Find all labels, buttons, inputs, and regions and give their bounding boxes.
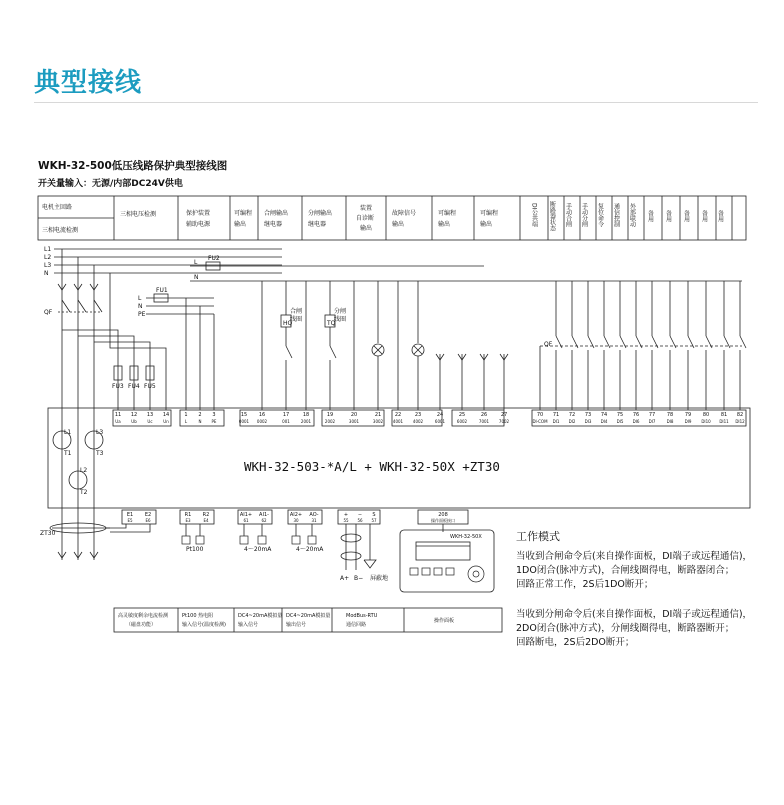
terminal-top-signal: Uc [147,419,153,424]
ai2-range-label: 4～20mA [296,546,324,553]
ct-t3-label: T3 [96,450,104,457]
terminal-top-number: 18 [302,412,310,418]
terminal-top-number: 73 [584,412,592,418]
terminal-top-number: 11 [114,412,122,418]
terminal-top-signal: Ua [115,419,121,424]
hdr-close-relay-2: 继电器 [264,221,283,228]
terminal-top-number: 26 [480,412,488,418]
terminal-bottom-number: S [372,512,376,518]
terminal-bottom-number: R1 [184,512,192,518]
terminal-top-number: 78 [666,412,674,418]
terminal-top-number: 17 [282,412,290,418]
hdr-vcol-spare-2: 备用 [664,210,672,222]
terminal-bottom-signal: 56 [357,518,363,523]
bus-l3-label: L3 [44,262,52,269]
pt100-sensor-terminal [196,536,204,544]
hdr-protect-power-2: 辅助电源 [186,221,211,228]
terminal-top-number: 1 [184,412,188,418]
hdr-fault-sig-1: 故障信号 [392,210,417,217]
terminal-top-signal: 2002 [324,419,336,424]
terminal-top-number: 20 [350,412,358,418]
notes-close-1: 当收到合闸命令后(来自操作面板，DI端子或远程通信)， [516,551,753,562]
terminal-top-signal: DI3 [584,419,592,424]
panel-model-label: WKH-32-50X [450,534,482,540]
terminal-top-signal: DI-COM [532,419,548,424]
terminal-bottom-number: AO- [309,512,319,518]
terminal-top-number: 14 [162,412,170,418]
terminal-top-signal: DI2 [568,419,576,424]
terminal-bottom-signal: 61 [243,518,249,523]
terminal-top-number: 25 [458,412,466,418]
hdr-vcol-external-link: 外部联动 [628,203,636,227]
hdr-vcol-breaker-state: 断路器状态 [548,201,556,231]
hdr-prog-out-c-1: 可编程 [480,210,499,217]
terminal-top-number: 74 [600,412,608,418]
bottom-label-ao-2: 输出信号 [286,622,307,628]
bottom-label-modbus-2: 通信回路 [346,622,367,628]
terminal-top-number: 80 [702,412,710,418]
terminal-bottom-number: − [357,512,363,518]
rs485-a-label: A+ [340,575,350,582]
terminal-top-number: 77 [648,412,656,418]
ai2-sensor-terminal [308,536,316,544]
terminal-top-number: 76 [632,412,640,418]
terminal-top-signal: N [198,419,202,424]
close-coil-label-2: 线圈 [290,316,303,323]
terminal-top-signal: DI12 [735,419,745,424]
hdr-open-relay-2: 继电器 [308,221,327,228]
terminal-top-number: 15 [240,412,248,418]
hdr-prog-out-b-2: 输出 [438,221,451,228]
terminal-top-number: 79 [684,412,692,418]
terminal-top-number: 71 [552,412,560,418]
hdr-three-phase-voltage: 三相电压检测 [120,211,157,218]
terminal-top-number: 12 [130,412,138,418]
hdr-vcol-reset: 复位命令 [596,203,604,227]
ai1-sensor-terminal [240,536,248,544]
zt30-label: ZT30 [40,530,56,537]
terminal-top-number: 75 [616,412,624,418]
terminal-top-signal: 3002 [372,419,384,424]
fuse-fu2-label: FU2 [208,255,220,262]
rs485-b-label: B− [354,575,364,582]
hdr-self-diag-1: 装置 [360,205,373,212]
ct-l2-label: L2 [80,467,88,474]
terminal-top-number: 81 [720,412,728,418]
terminal-bottom-number: E1 [126,512,134,518]
hdr-prog-out-b-1: 可编程 [438,210,457,217]
diagram-subtitle: 开关量输入：无源/内部DC24V供电 [38,179,183,189]
terminal-bottom-signal: 31 [311,518,317,523]
terminal-top-number: 3 [212,412,216,418]
terminal-top-signal: 7001 [478,419,490,424]
bottom-label-panel: 操作面板 [434,618,455,624]
terminal-top-number: 72 [568,412,576,418]
ai1-range-label: 4～20mA [244,546,272,553]
hdr-self-diag-2: 自诊断 [356,215,375,222]
terminal-top-number: 23 [414,412,422,418]
terminal-bottom-number: + [343,512,349,518]
notes-heading: 工作模式 [516,530,560,543]
open-coil-label-2: 线圈 [334,316,347,323]
terminal-top-signal: 6002 [456,419,468,424]
working-mode-notes [516,530,778,650]
terminal-top-signal: Ub [131,419,137,424]
terminal-bottom-number: E2 [144,512,152,518]
terminal-bottom-signal: 操作面板接口 [431,518,455,523]
fuse-fu5-label: FU5 [144,383,156,390]
bottom-label-ao-1: DC4~20mA模拟量 [286,613,331,619]
terminal-top-signal: 4002 [412,419,424,424]
terminal-top-signal: Un [163,419,169,424]
hdr-protect-power-1: 保护装置 [186,210,211,217]
terminal-bottom-number: AI2+ [289,512,303,518]
bus-l2-label: L2 [44,254,52,261]
diagram-title: WKH-32-500低压线路保护典型接线图 [38,160,228,172]
bottom-label-rcd-1: 高灵敏度剩余电流检测 [118,613,169,619]
terminal-top-signal: 0002 [256,419,268,424]
bus-l1-label: L1 [44,246,52,253]
terminal-top-number: 70 [536,412,544,418]
ct-t1-label: T1 [64,450,72,457]
fuse-fu1-label: FU1 [156,287,168,294]
hdr-vcol-di-common: DI公共端 [530,203,538,228]
bottom-label-ai-1: DC4~20mA模拟量 [238,613,283,619]
fuse-fu4-label: FU4 [128,383,140,390]
tq-label: TQ [327,320,336,327]
terminal-bottom-signal: E5 [127,518,133,523]
fuse-fu3-label: FU3 [112,383,124,390]
hdr-vcol-spare-4: 备用 [700,210,708,222]
device-model-label: WKH-32-503-*A/L + WKH-32-50X +ZT30 [244,459,500,474]
bottom-label-modbus-1: ModBus-RTU [346,613,378,619]
terminal-bottom-signal: E3 [185,518,191,523]
panel-display [416,542,470,560]
panel-button[interactable] [446,568,454,575]
pt100-sensor-terminal [182,536,190,544]
hdr-vcol-spare-5: 备用 [716,210,724,222]
notes-close-2: 1DO闭合(脉冲方式)，合闸线圈得电，断路器闭合； [516,565,735,576]
terminal-top-number: 19 [326,412,334,418]
hdr-close-relay-1: 合闸输出 [264,210,289,217]
terminal-bottom-number: AI1- [259,512,269,518]
terminal-top-signal: DI9 [684,419,692,424]
pwr-n-label: N [138,303,143,310]
terminal-top-number: 82 [736,412,744,418]
hdr-vcol-spare-1: 备用 [646,210,654,222]
terminal-top-number: 21 [374,412,382,418]
terminal-top-signal: 0001 [238,419,250,424]
open-coil-label-1: 分闸 [334,308,347,315]
terminal-bottom-signal: E4 [203,518,209,523]
bottom-label-pt100-2: 输入信号(温度检测) [182,622,226,628]
terminal-top-signal: 6001 [434,419,446,424]
page-title: 典型接线 [34,68,143,98]
panel-button[interactable] [434,568,442,575]
bus-n-label: N [44,270,49,277]
terminal-top-number: 24 [436,412,444,418]
terminal-bottom-signal: E6 [145,518,151,523]
hdr-vcol-comm-control: 通信控制 [612,203,620,227]
terminal-bottom-signal: 62 [261,518,267,523]
notes-close-3: 回路正常工作，2S后1DO断开； [516,579,654,590]
hdr-fault-sig-2: 输出 [392,221,405,228]
bottom-label-rcd-2: （磁盘功能） [126,622,157,628]
hdr-self-diag-3: 输出 [360,225,373,232]
hdr-three-phase-current: 三相电流检测 [42,227,79,234]
ctrl-l-label: L [194,259,198,266]
terminal-top-signal: L [184,419,188,424]
hdr-open-relay-1: 分闸输出 [308,210,333,217]
hdr-vcol-manual-close: 手动合闸 [564,203,572,227]
terminal-top-signal: DI10 [701,419,711,424]
pt100-label: Pt100 [186,546,204,553]
terminal-top-signal: 3001 [348,419,360,424]
pwr-l-label: L [138,295,142,302]
shield-ground-label: 屏蔽地 [370,575,389,582]
terminal-top-signal: DI5 [616,419,624,424]
terminal-bottom-number: R2 [202,512,210,518]
terminal-top-signal: 2001 [300,419,312,424]
terminal-top-number: 27 [500,412,508,418]
terminal-top-signal: DI8 [666,419,674,424]
pwr-pe-label: PE [138,311,146,318]
header-table [38,196,746,240]
terminal-top-number: 22 [394,412,402,418]
hdr-prog-out-c-2: 输出 [480,221,493,228]
ct-l3-label: L3 [96,429,104,436]
qf-label: QF [44,309,53,316]
close-coil-label-1: 合闸 [290,308,303,315]
panel-button[interactable] [410,568,418,575]
hdr-prog-out-a-2: 输出 [234,221,247,228]
terminal-top-signal: 4001 [392,419,404,424]
terminal-top-signal: DI1 [552,419,560,424]
terminal-top-number: 13 [146,412,154,418]
terminal-bottom-signal: 30 [293,518,299,523]
terminal-top-signal: DI4 [600,419,608,424]
terminal-top-number: 16 [258,412,266,418]
qf2-label: QF [544,341,553,348]
terminal-top-signal: PE [211,419,217,424]
notes-open-2: 2DO闭合(脉冲方式)，分闸线圈得电，断路器断开； [516,623,735,634]
panel-button[interactable] [422,568,430,575]
hdr-vcol-spare-3: 备用 [682,210,690,222]
ct-l1-label: L1 [64,429,72,436]
terminal-top-signal: 001 [282,419,290,424]
terminal-top-number: 2 [198,412,202,418]
notes-open-3: 回路断电，2S后2DO断开； [516,637,635,648]
hdr-prog-out-a-1: 可编程 [234,210,253,217]
ctrl-n-label: N [194,274,199,281]
bottom-label-pt100-1: Pt100 热电阻 [182,613,214,619]
terminal-bottom-number: AI1+ [239,512,253,518]
notes-open-1: 当收到分闸命令后(来自操作面板，DI端子或远程通信)， [516,609,753,620]
terminal-bottom-signal: 55 [343,518,349,523]
ai1-sensor-terminal [258,536,266,544]
hdr-vcol-manual-open: 手动分闸 [580,203,588,227]
bottom-label-ai-2: 输入信号 [238,622,259,628]
terminal-top-signal: DI11 [719,419,729,424]
hdr-motor-main-circuit: 电机主回路 [42,204,73,211]
terminal-top-signal: DI6 [632,419,640,424]
terminal-bottom-number: 208 [438,512,448,518]
terminal-top-signal: DI7 [648,419,656,424]
ct-t2-label: T2 [80,489,88,496]
ai2-sensor-terminal [292,536,300,544]
terminal-bottom-signal: 57 [371,518,377,523]
terminal-top-signal: 7002 [498,419,510,424]
hq-label: HQ [283,320,293,327]
